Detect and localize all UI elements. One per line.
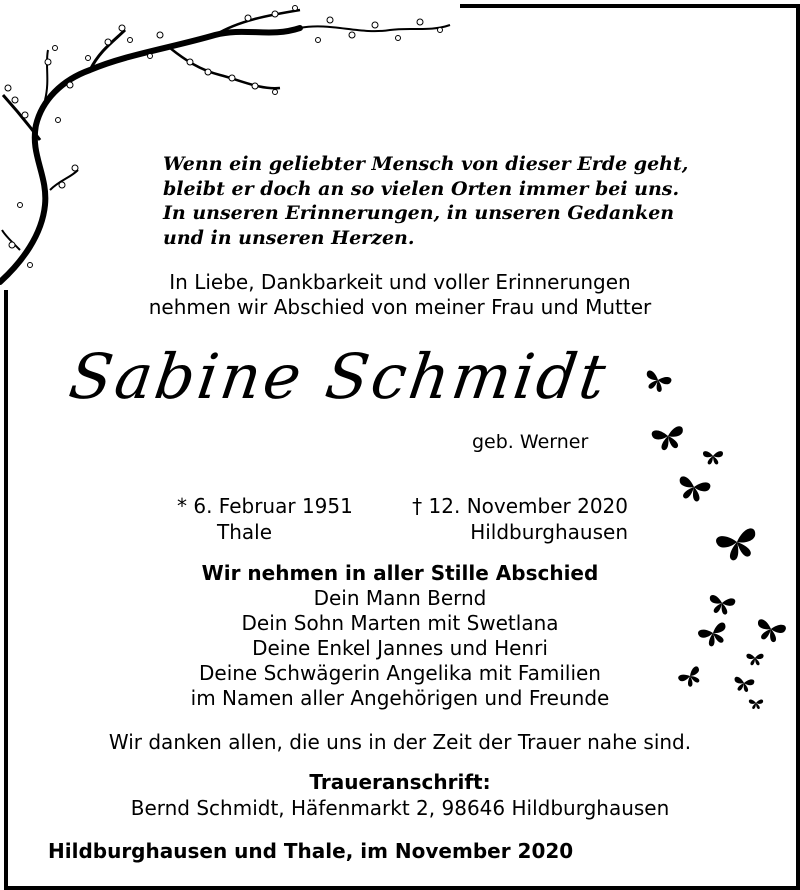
poem-line: bleibt er doch an so vielen Orten immer bei uns. (163, 177, 680, 200)
mourner-line: im Namen aller Angehörigen und Freunde (190, 686, 610, 710)
mourner-line: Deine Schwägerin Angelika mit Familien (198, 661, 601, 685)
poem (163, 152, 688, 250)
mourner-line: Dein Sohn Marten mit Swetlana (241, 611, 559, 635)
birth-name: geb. Werner (472, 431, 589, 453)
death-info (400, 493, 628, 545)
death-date: † 12. November 2020 (412, 494, 628, 518)
place-and-date: Hildburghausen und Thale, im November 2020 (48, 839, 574, 863)
birth-place: Thale (217, 520, 273, 544)
address-heading: Traueranschrift: (309, 770, 491, 794)
intro-line: nehmen wir Abschied von meiner Frau und Mutter (148, 295, 652, 319)
mourners-list (0, 586, 800, 711)
intro-line: In Liebe, Dankbarkeit und voller Erinnerungen (169, 270, 631, 294)
intro-text (0, 270, 800, 320)
poem-line: In unseren Erinnerungen, in unseren Gedanken (163, 202, 675, 224)
poem-line: Wenn ein geliebter Mensch von dieser Erde geht, (163, 153, 689, 175)
mourner-line: Deine Enkel Jannes und Henri (252, 636, 548, 660)
deceased-name: Sabine Schmidt (64, 340, 613, 413)
death-place: Hildburghausen (470, 520, 628, 544)
thanks-text: Wir danken allen, die uns in der Zeit der Trauer nahe sind. (108, 730, 692, 754)
mourners-heading: Wir nehmen in aller Stille Abschied (201, 561, 599, 585)
birth-date: * 6. Februar 1951 (177, 494, 353, 518)
address-line: Bernd Schmidt, Häfenmarkt 2, 98646 Hildburghausen (130, 796, 670, 820)
birth-info (177, 493, 353, 545)
poem-line: und in unseren Herzen. (163, 226, 415, 249)
mourner-line: Dein Mann Bernd (313, 586, 487, 610)
